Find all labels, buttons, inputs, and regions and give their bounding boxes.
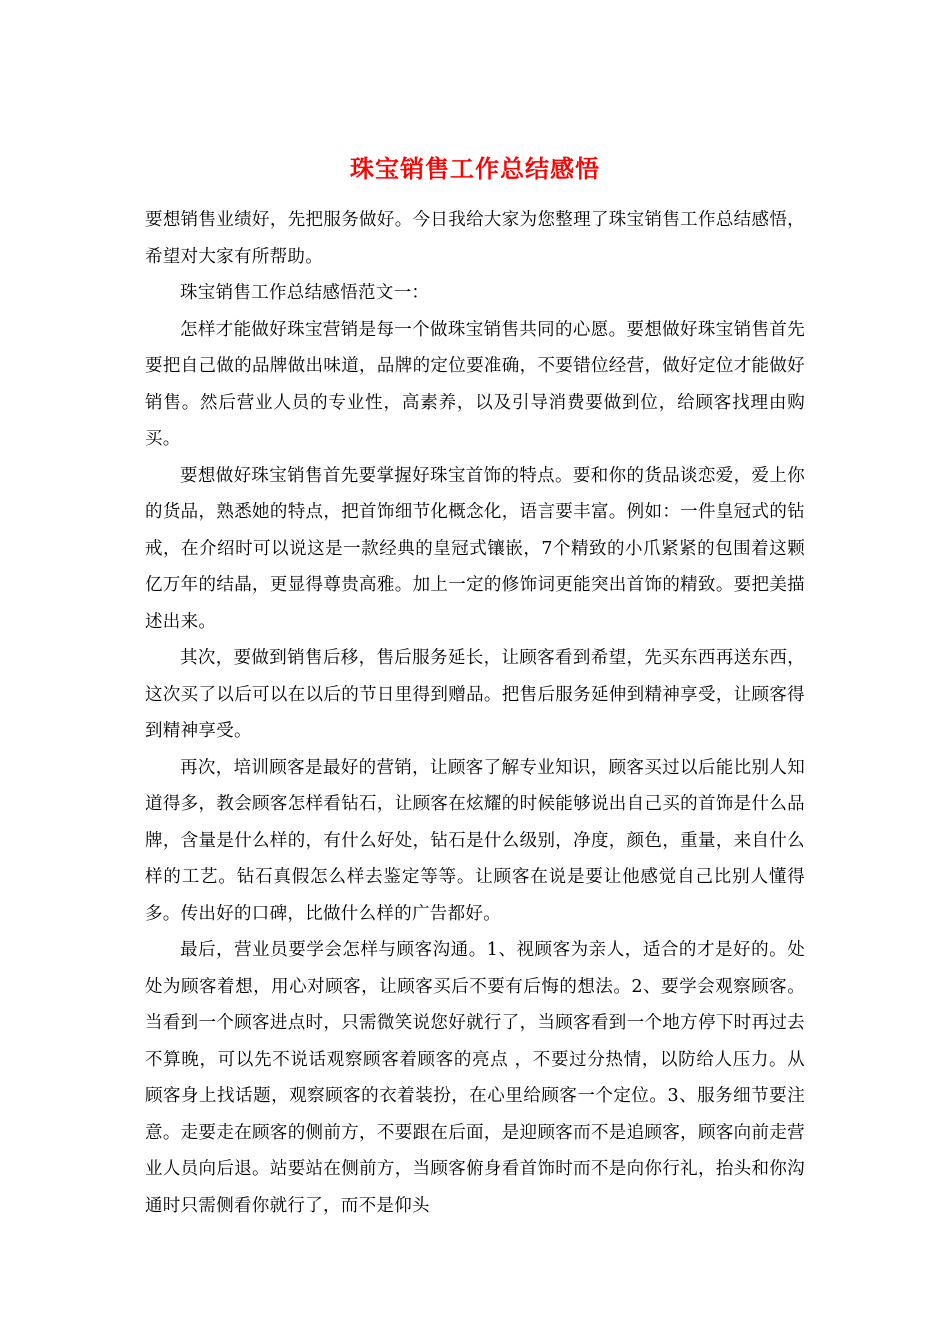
body-paragraph-5: 最后，营业员要学会怎样与顾客沟通。1、视顾客为亲人，适合的才是好的。处处为顾客着想，用心对顾客，让顾客买后不要有后悔的想法。2、要学会观察顾客。当看到一个顾客进点时，只需微笑说您好就行了，当顾客看到一个地方停下时再过去不算晚，可以先不说话观察顾客着顾客的亮点 ，不要过分热情，以防给人压力。从顾客身上找话题，观察顾客的衣着装扮，在心里给顾客一个定位。3、服务细节要注意。走要走在顾客的侧前方，不要跟在后面，是迎顾客而不是追顾客，顾客向前走营业人员向后退。站要站在侧前方，当顾客俯身看首饰时而不是向你行礼，抬头和你沟通时只需侧看你就行了，而不是仰头 — [145, 940, 805, 1216]
body-paragraph-4: 再次，培训顾客是最好的营销，让顾客了解专业知识，顾客买过以后能比别人知道得多，教会顾客怎样看钻石，让顾客在炫耀的时候能够说出自己买的首饰是什么品牌，含量是什么样的，有什么好处，钻石是什么级别，净度，颜色，重量，来自什么样的工艺。钻石真假怎么样去鉴定等等。让顾客在说是要让他感觉自己比别人懂得多。传出好的口碑，比做什么样的广告都好。 — [145, 757, 805, 924]
document-title: 珠宝销售工作总结感悟 — [350, 154, 600, 183]
document-page — [145, 148, 805, 1224]
section-heading: 珠宝销售工作总结感悟范文一： — [180, 283, 430, 303]
body-paragraph-3: 其次，要做到销售后移，售后服务延长，让顾客看到希望，先买东西再送东西，这次买了以后可以在以后的节日里得到赠品。把售后服务延伸到精神享受，让顾客得到精神享受。 — [145, 648, 805, 741]
body-paragraph-1: 怎样才能做好珠宝营销是每一个做珠宝销售共同的心愿。要想做好珠宝销售首先要把自己做的品牌做出味道，品牌的定位要准确，不要错位经营，做好定位才能做好销售。然后营业人员的专业性，高素养，以及引导消费要做到位，给顾客找理由购买。 — [145, 319, 805, 449]
body-paragraph-2: 要想做好珠宝销售首先要掌握好珠宝首饰的特点。要和你的货品谈恋爱，爱上你的货品，熟悉她的特点，把首饰细节化概念化，语言要丰富。例如：一件皇冠式的钻戒，在介绍时可以说这是一款经典的皇冠式镶嵌，7个精致的小爪紧紧的包围着这颗亿万年的结晶，更显得尊贵高雅。加上一定的修饰词更能突出首饰的精致。要把美描述出来。 — [145, 465, 805, 632]
intro-paragraph: 要想销售业绩好，先把服务做好。今日我给大家为您整理了珠宝销售工作总结感悟，希望对大家有所帮助。 — [145, 210, 805, 267]
